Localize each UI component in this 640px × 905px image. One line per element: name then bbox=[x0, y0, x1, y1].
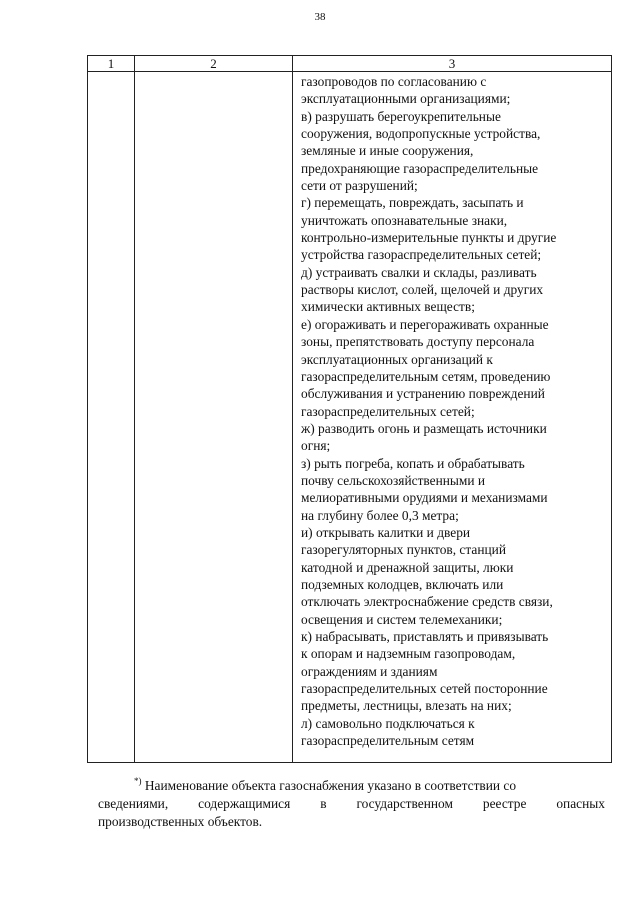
footnote-line-3: производственных объектов. bbox=[98, 814, 263, 829]
text-line: химически активных веществ; bbox=[301, 299, 475, 315]
text-line: обслуживания и устранению повреждений bbox=[301, 386, 545, 402]
footnote-word: содержащимися bbox=[198, 796, 291, 811]
text-line: катодной и дренажной защиты, люки bbox=[301, 559, 514, 575]
text-line: устройства газораспределительных сетей; bbox=[301, 247, 542, 263]
table-cell-col3 bbox=[293, 72, 612, 763]
footnote bbox=[98, 777, 605, 831]
text-line: контрольно-измерительные пункты и другие bbox=[301, 230, 557, 246]
main-table bbox=[87, 55, 612, 763]
text-line: г) перемещать, повреждать, засыпать и bbox=[301, 195, 524, 211]
footnote-word: государственном bbox=[356, 796, 453, 811]
footnote-line-1 bbox=[98, 777, 605, 795]
text-line: предохраняющие газораспределительные bbox=[301, 160, 539, 176]
footnote-word: реестре bbox=[482, 796, 527, 811]
text-line: сети от разрушений; bbox=[301, 178, 418, 194]
text-line: эксплуатационных организаций к bbox=[301, 351, 493, 367]
column-header-1: 1 bbox=[88, 56, 135, 72]
text-line: подземных колодцев, включать или bbox=[301, 576, 504, 592]
table-cell-col2 bbox=[135, 72, 293, 763]
text-line: сооружения, водопропускные устройства, bbox=[301, 126, 541, 142]
text-line: газораспределительным сетям, проведению bbox=[301, 368, 551, 384]
text-line: к) набрасывать, приставлять и привязывать bbox=[301, 629, 549, 644]
text-line: на глубину более 0,3 метра; bbox=[301, 507, 459, 523]
text-line: в) разрушать берегоукрепительные bbox=[301, 108, 501, 124]
text-line: газопроводов по согласованию с bbox=[301, 74, 487, 89]
text-line: огня; bbox=[301, 438, 331, 454]
text-line: газораспределительных сетей посторонние bbox=[301, 681, 548, 697]
page-number: 38 bbox=[314, 11, 326, 23]
footnote-text-1: Наименование объекта газоснабжения указано в соответствии со bbox=[144, 778, 517, 793]
footnote-marker: *) bbox=[134, 776, 142, 786]
text-line: газораспределительных сетей; bbox=[301, 403, 475, 419]
text-line: ограждениям и зданиям bbox=[301, 663, 438, 679]
text-line: з) рыть погреба, копать и обрабатывать bbox=[301, 455, 525, 471]
table-header-row bbox=[88, 56, 612, 72]
text-line: ж) разводить огонь и размещать источники bbox=[301, 420, 547, 436]
footnote-word: опасных bbox=[556, 796, 605, 811]
text-line: растворы кислот, солей, щелочей и других bbox=[301, 282, 544, 298]
text-line: освещения и систем телемеханики; bbox=[301, 611, 503, 627]
text-line: эксплуатационными организациями; bbox=[301, 91, 511, 107]
column-header-3: 3 bbox=[293, 56, 612, 72]
text-line: к опорам и надземным газопроводам, bbox=[301, 646, 516, 662]
footnote-word: в bbox=[320, 796, 327, 811]
column-header-2: 2 bbox=[135, 56, 293, 72]
text-line: л) самовольно подключаться к bbox=[301, 715, 475, 731]
text-line: и) открывать калитки и двери bbox=[301, 524, 471, 540]
text-line: уничтожать опознавательные знаки, bbox=[301, 212, 508, 228]
text-line: земляные и иные сооружения, bbox=[301, 143, 474, 159]
text-line: д) устраивать свалки и склады, разливать bbox=[301, 264, 537, 280]
text-line: е) огораживать и перегораживать охранные bbox=[301, 316, 549, 332]
text-line: предметы, лестницы, влезать на них; bbox=[301, 698, 512, 714]
table-row bbox=[88, 72, 612, 763]
footnote-word: сведениями, bbox=[98, 796, 169, 811]
text-line: газорегуляторных пунктов, станций bbox=[301, 542, 507, 558]
text-line: мелиоративными орудиями и механизмами bbox=[301, 490, 548, 506]
text-line: отключать электроснабжение средств связи, bbox=[301, 594, 553, 610]
prohibitions-list bbox=[293, 72, 611, 749]
text-line: зоны, препятствовать доступу персонала bbox=[301, 334, 535, 350]
footnote-line-2 bbox=[98, 795, 605, 813]
text-line: почву сельскохозяйственными и bbox=[301, 472, 486, 488]
table-cell-col1 bbox=[88, 72, 135, 763]
text-line: газораспределительным сетям bbox=[301, 733, 475, 749]
